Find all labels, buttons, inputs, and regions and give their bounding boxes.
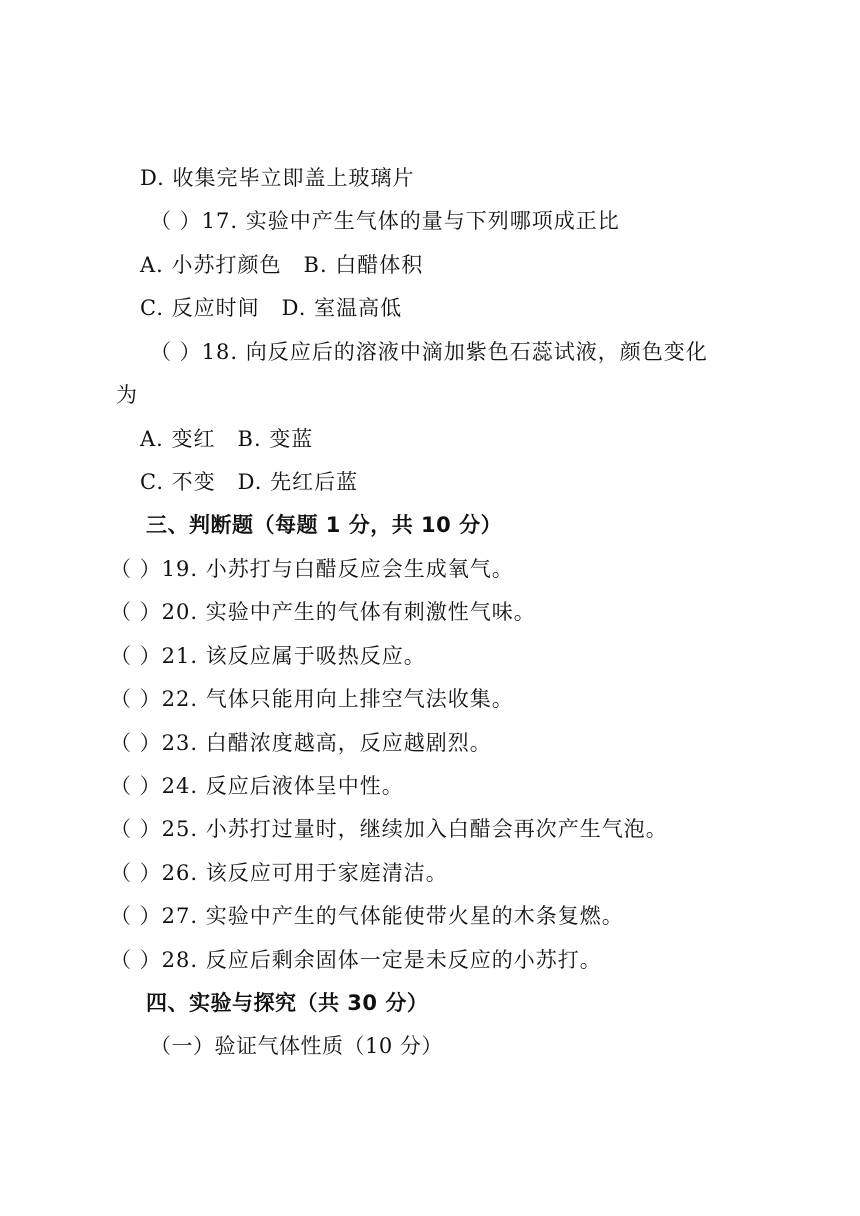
q18-options-row2: C. 不变 D. 先红后蓝 — [140, 470, 359, 494]
judge-item-20: （ ）20. 实验中产生的气体有刺激性气味。 — [110, 600, 536, 624]
q18-stem-line2: 为 — [116, 383, 138, 407]
judge-item-27: （ ）27. 实验中产生的气体能使带火星的木条复燃。 — [110, 904, 624, 928]
judge-item-21: （ ）21. 该反应属于吸热反应。 — [110, 644, 426, 668]
judge-item-28: （ ）28. 反应后剩余固体一定是未反应的小苏打。 — [110, 948, 602, 972]
judge-item-22: （ ）22. 气体只能用向上排空气法收集。 — [110, 687, 514, 711]
section3-title: 三、判断题（每题 1 分，共 10 分） — [146, 513, 503, 537]
q18-options-row1: A. 变红 B. 变蓝 — [140, 427, 314, 451]
judge-item-26: （ ）26. 该反应可用于家庭清洁。 — [110, 861, 448, 885]
judge-item-24: （ ）24. 反应后液体呈中性。 — [110, 774, 404, 798]
section4-title: 四、实验与探究（共 30 分） — [146, 991, 429, 1015]
q16-option-d: D. 收集完毕立即盖上玻璃片 — [140, 166, 415, 190]
q17-stem: （ ）17. 实验中产生气体的量与下列哪项成正比 — [150, 209, 620, 233]
judge-item-25: （ ）25. 小苏打过量时，继续加入白醋会再次产生气泡。 — [110, 817, 668, 841]
q17-options-row2: C. 反应时间 D. 室温高低 — [140, 296, 403, 320]
q17-options-row1: A. 小苏打颜色 B. 白醋体积 — [140, 253, 424, 277]
section4-sub1: （一）验证气体性质（10 分） — [150, 1034, 443, 1058]
q18-stem-line1: （ ）18. 向反应后的溶液中滴加紫色石蕊试液，颜色变化 — [150, 340, 708, 364]
judge-item-19: （ ）19. 小苏打与白醋反应会生成氧气。 — [110, 557, 514, 581]
judge-item-23: （ ）23. 白醋浓度越高，反应越剧烈。 — [110, 731, 492, 755]
